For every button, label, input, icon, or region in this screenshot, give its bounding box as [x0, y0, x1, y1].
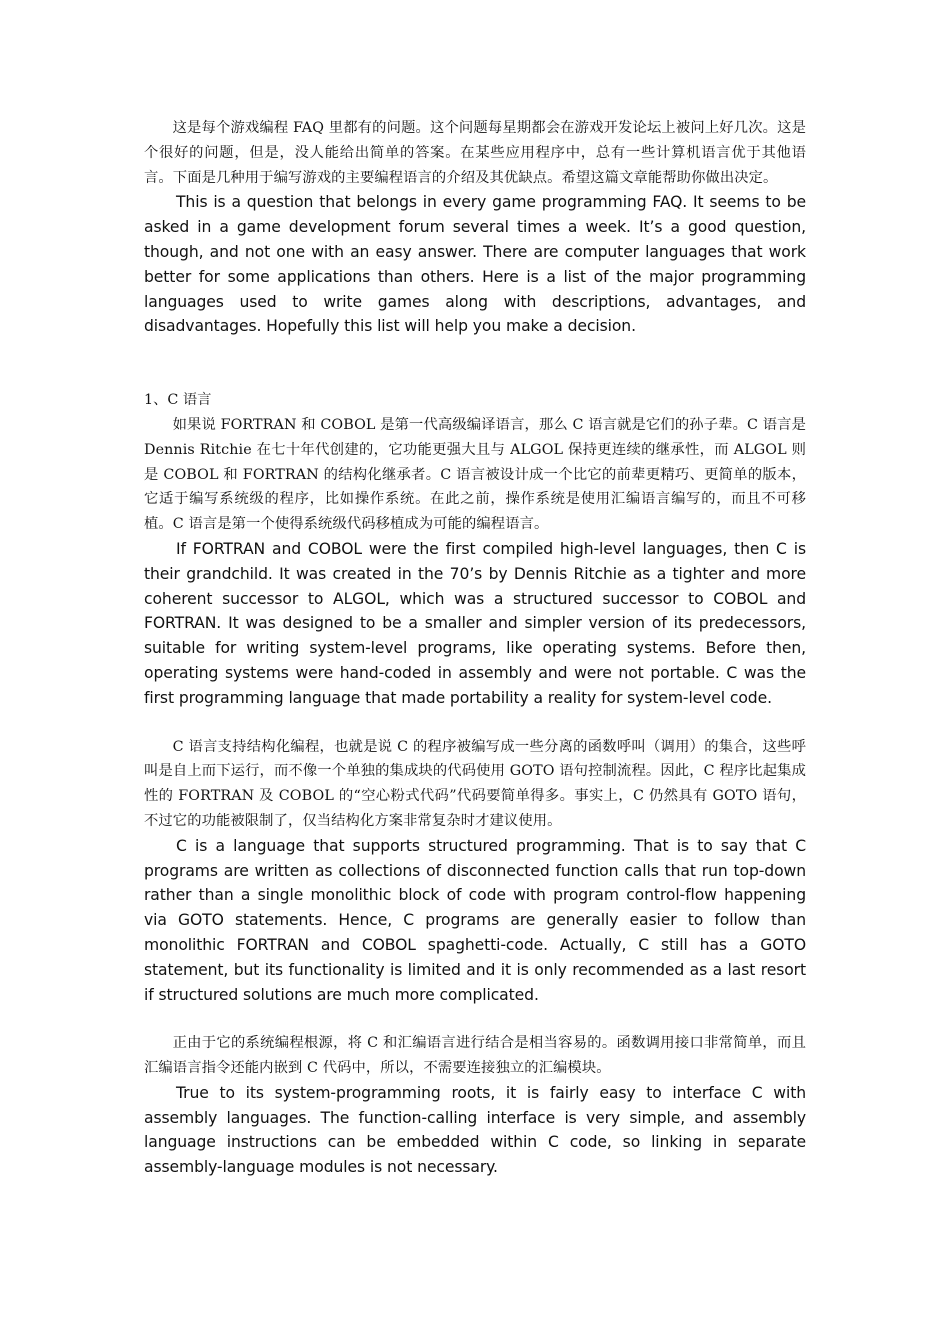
- c-structured-paragraph-zh: C 语言支持结构化编程，也就是说 C 的程序被编写成一些分离的函数呼叫（调用）的集合，这些呼叫是自上而下运行，而不像一个单独的集成块的代码使用 GOTO 语句控制流程。因此，C 程序比起集成性的 FORTRAN 及 COBOL 的“空心粉式代码”代码要简单得多。事实上，C 仍然具有 GOTO 语句，不过它的功能被限制了，仅当结构化方案非常复杂时才建议使用。: [144, 738, 806, 829]
- c-history-paragraph-en: If FORTRAN and COBOL were the first compiled high-level languages, then C is their grandchild. It was created in the 70’s by Dennis Ritchie as a tighter and more coherent successor to ALGOL, which was a structured successor to COBOL and FORTRAN. It was designed to be a smaller and simpler version of its predecessors, suitable for writing system-level programs, like operating systems. Before then, operating systems were hand-coded in assembly and were not portable. C was the first programming language that made portability a reality for system-level code.: [144, 539, 806, 707]
- document-page: [144, 116, 806, 1180]
- c-structured-paragraph-en: C is a language that supports structured programming. That is to say that C programs are written as collections of disconnected function calls that run top-down rather than a single monolithic block of code with program control-flow happening via GOTO statements. Hence, C programs are generally easier to follow than monolithic FORTRAN and COBOL spaghetti-code. Actually, C still has a GOTO statement, but its functionality is limited and it is only recommended as a last resort if structured solutions are much more complicated.: [144, 836, 806, 1004]
- intro-paragraph-en: This is a question that belongs in every game programming FAQ. It seems to be asked in a game development forum several times a week. It’s a good question, though, and not one with an easy answer. There are computer languages that work better for some applications than others. Here is a list of the major programming languages used to write games along with descriptions, advantages, and disadvantages. Hopefully this list will help you make a decision.: [144, 193, 806, 336]
- intro-paragraph-zh: 这是每个游戏编程 FAQ 里都有的问题。这个问题每星期都会在游戏开发论坛上被问上好几次。这是个很好的问题，但是，没人能给出简单的答案。在某些应用程序中，总有一些计算机语言优于其他语言。下面是几种用于编写游戏的主要编程语言的介绍及其优缺点。希望这篇文章能帮助你做出决定。: [144, 120, 806, 186]
- c-assembly-paragraph-zh: 正由于它的系统编程根源，将 C 和汇编语言进行结合是相当容易的。函数调用接口非常简单，而且汇编语言指令还能内嵌到 C 代码中，所以，不需要连接独立的汇编模块。: [144, 1035, 806, 1077]
- c-history-paragraph-zh: 如果说 FORTRAN 和 COBOL 是第一代高级编译语言，那么 C 语言就是它们的孙子辈。C 语言是 Dennis Ritchie 在七十年代创建的，它功能更强大且与 ALGOL 保持更连续的继承性，而 ALGOL 则是 COBOL 和 FORTRAN 的结构化继承者。C 语言被设计成一个比它的前辈更精巧、更简单的版本，它适于编写系统级的程序，比如操作系统。在此之前，操作系统是使用汇编语言编写的，而且不可移植。C 语言是第一个使得系统级代码移植成为可能的编程语言。: [144, 416, 806, 533]
- spacer: [144, 711, 806, 735]
- spacer: [144, 1007, 806, 1031]
- section-heading-c: 1、C 语言: [144, 392, 212, 409]
- spacer: [144, 339, 806, 388]
- c-assembly-paragraph-en: True to its system-programming roots, it is fairly easy to interface C with assembly languages. The function-calling interface is very simple, and assembly language instructions can be embedded within C code, so linking in separate assembly-language modules is not necessary.: [144, 1083, 806, 1177]
